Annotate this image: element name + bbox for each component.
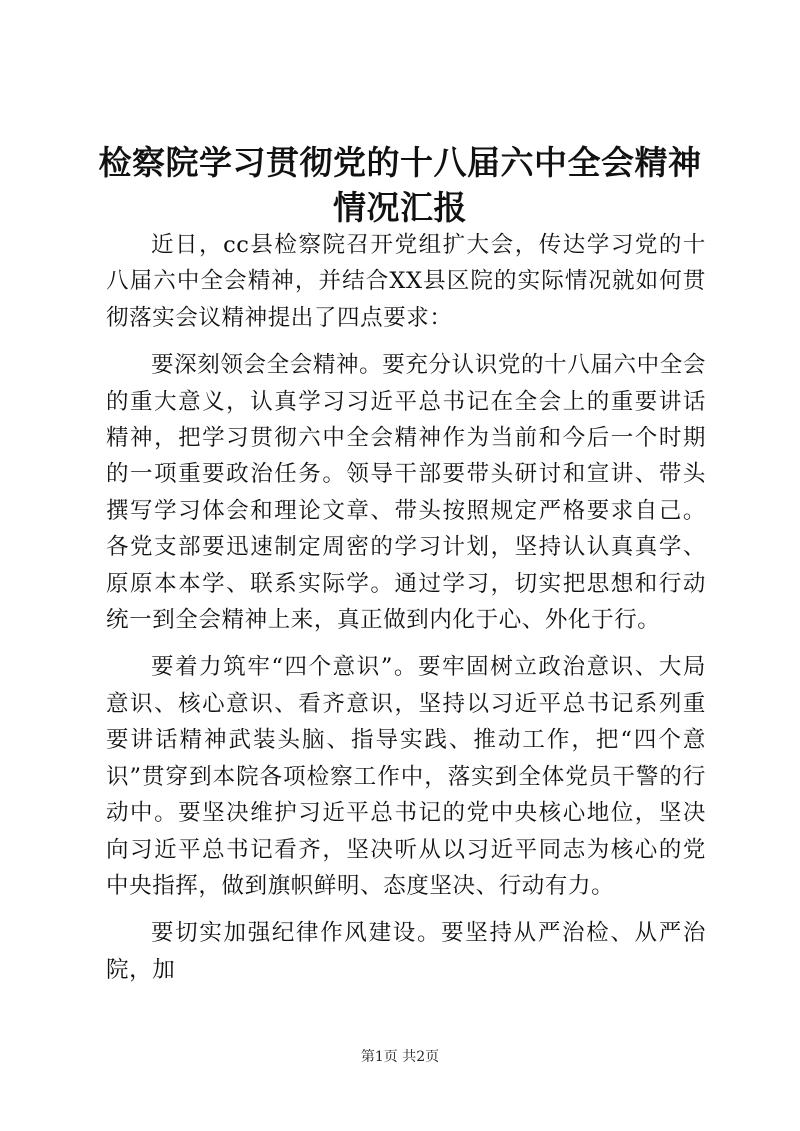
page-footer: 第1页 共2页 [360, 1049, 440, 1065]
paragraph-point-2: 要着力筑牢“四个意识”。要牢固树立政治意识、大局意识、核心意识、看齐意识，坚持以习近平总书记系列重要讲话精神武装头脑、指导实践、推动工作，把“四个意识”贯穿到本院各项检察工作中，落实到全体党员干警的行动中。要坚决维护习近平总书记的党中央核心地位，坚决向习近平总书记看齐，坚决听从以习近平同志为核心的党中央指挥，做到旗帜鲜明、态度坚决、行动有力。 [106, 654, 706, 899]
document-title: 检察院学习贯彻党的十八届六中全会精神情况汇报 [98, 143, 702, 227]
document-body [106, 227, 706, 988]
paragraph-intro: 近日，cc县检察院召开党组扩大会，传达学习党的十八届六中全会精神，并结合XX县区院的实际情况就如何贯彻落实会议精神提出了四点要求： [106, 232, 706, 331]
paragraph-point-3: 要切实加强纪律作风建设。要坚持从严治检、从严治院，加 [106, 920, 706, 983]
paragraph-point-1: 要深刻领会全会精神。要充分认识党的十八届六中全会的重大意义，认真学习习近平总书记在全会上的重要讲话精神，把学习贯彻六中全会精神作为当前和今后一个时期的一项重要政治任务。领导干部要带头研讨和宣讲、带头撰写学习体会和理论文章、带头按照规定严格要求自己。各党支部要迅速制定周密的学习计划，坚持认认真真学、原原本本学、联系实际学。通过学习，切实把思想和行动统一到全会精神上来，真正做到内化于心、外化于行。 [106, 352, 706, 634]
